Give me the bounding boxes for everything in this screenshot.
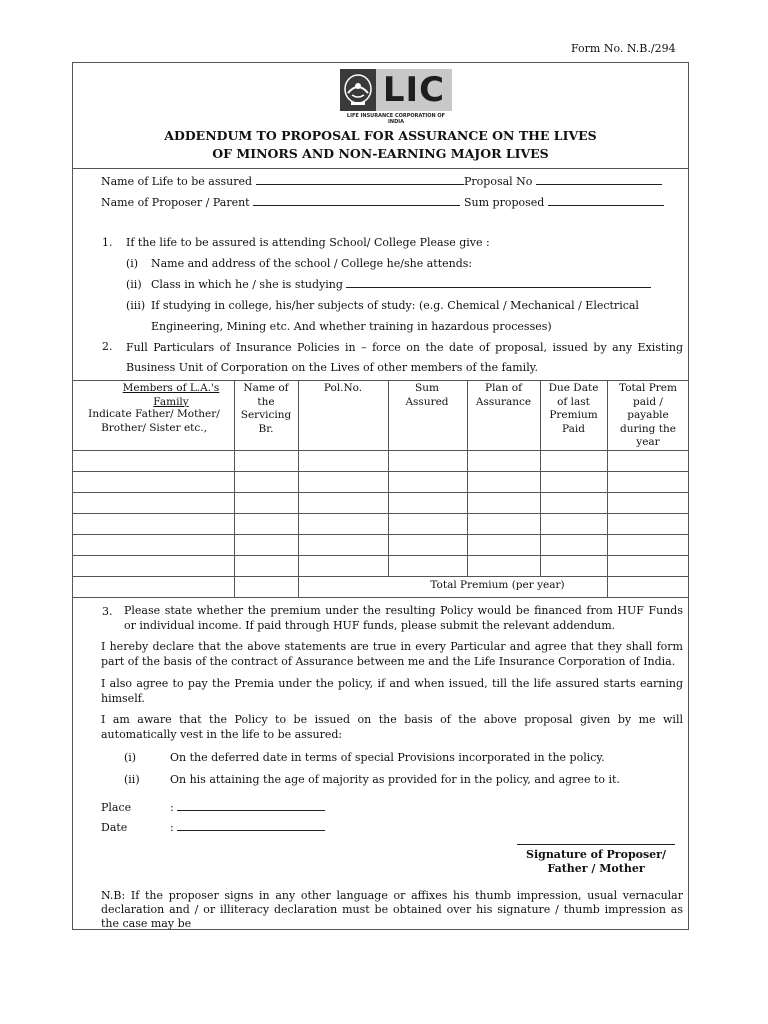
table-col-divider: [298, 380, 299, 597]
table-col-divider: [607, 380, 608, 597]
name-of-proposer-label: Name of Proposer / Parent: [101, 196, 250, 209]
table-col-divider: [540, 380, 541, 576]
place-field[interactable]: [170, 801, 325, 814]
form-number: Form No. N.B./294: [571, 42, 676, 55]
sum-proposed-line: [548, 205, 664, 206]
sum-proposed-field[interactable]: [464, 196, 664, 209]
table-col-divider: [234, 380, 235, 597]
date-colon: :: [170, 821, 174, 834]
q1-i-number: (i): [126, 257, 139, 270]
vest-i-number: (i): [124, 751, 137, 764]
vest-i-text: On the deferred date in terms of special Provisions incorporated in the policy.: [170, 751, 605, 764]
date-line: [177, 830, 325, 831]
form-border: [72, 62, 689, 930]
nb-note: N.B: If the proposer signs in any other language or affixes his thumb impression, usual vernacular declaration and / or illiteracy declaration must be obtained over his signature / thumb impression as the case may be: [101, 889, 683, 930]
declaration-1: I hereby declare that the above statements are true in every Particular and agree that they shall form part of the basis of the contract of Assurance between me and the Life Insurance Corporation of India.: [101, 640, 683, 668]
name-of-proposer-line: [253, 205, 460, 206]
signature-label-line1: Signature of Proposer/: [526, 848, 666, 861]
q3-text: Please state whether the premium under the resulting Policy would be financed from HUF Funds or individual income. If paid through HUF funds, please submit the relevant addendum.: [124, 604, 683, 632]
signature-label-line2: Father / Mother: [547, 862, 645, 875]
th-sum-assured: Sum Assured: [405, 382, 449, 408]
date-label: Date: [101, 821, 128, 834]
declaration-3: I am aware that the Policy to be issued on the basis of the above proposal given by me will automatically vest in the life to be assured:: [101, 713, 683, 741]
place-colon: :: [170, 801, 174, 814]
q2-text: Full Particulars of Insurance Policies in – force on the date of proposal, issued by any Existing Business Unit of Corporation on the Lives of other members of the family.: [126, 341, 683, 374]
table-row-divider: [72, 534, 689, 535]
lic-logo: [340, 69, 452, 125]
q1-iii-text-cont: Engineering, Mining etc. And whether training in hazardous processes): [151, 320, 552, 333]
logo-text: LIC: [376, 69, 452, 111]
form-title-line1: ADDENDUM TO PROPOSAL FOR ASSURANCE ON THE LIVES: [164, 128, 597, 143]
th-indicate-relation: Indicate Father/ Mother/ Brother/ Sister etc.,: [88, 408, 220, 434]
proposal-no-line: [536, 184, 662, 185]
place-label: Place: [101, 801, 132, 814]
table-bottom-border: [72, 597, 689, 598]
name-of-life-line: [256, 184, 464, 185]
q1-ii-line: [346, 287, 651, 288]
vest-ii-text: On his attaining the age of majority as provided for in the policy, and agree to it.: [170, 773, 620, 786]
q1-iii-number: (iii): [126, 299, 146, 312]
name-of-life-field[interactable]: [101, 175, 464, 188]
q1-text: If the life to be assured is attending School/ College Please give :: [126, 236, 490, 249]
q3-number: 3.: [102, 605, 113, 618]
divider: [72, 168, 689, 169]
q1-ii-field[interactable]: [151, 278, 651, 291]
vest-ii-number: (ii): [124, 773, 140, 786]
logo-subtitle: LIFE INSURANCE CORPORATION OF INDIA: [346, 113, 446, 125]
date-field[interactable]: [170, 821, 325, 834]
name-of-life-label: Name of Life to be assured: [101, 175, 253, 188]
th-plan-of-assurance: Plan of Assurance: [475, 382, 532, 408]
th-due-date: Due Date of last Premium Paid: [548, 382, 599, 435]
lic-emblem-icon: [340, 69, 376, 111]
total-premium-label: Total Premium (per year): [430, 579, 565, 591]
th-policy-no: Pol.No.: [323, 382, 363, 394]
th-members-family: Members of L.A.'s Family: [122, 382, 220, 408]
sum-proposed-label: Sum proposed: [464, 196, 545, 209]
table-header-bottom: [72, 450, 689, 451]
declaration-2: I also agree to pay the Premia under the policy, if and when issued, till the life assured starts earning himself.: [101, 677, 683, 705]
proposal-no-field[interactable]: [464, 175, 662, 188]
table-top-border: [72, 380, 689, 381]
name-of-proposer-field[interactable]: [101, 196, 460, 209]
th-servicing-branch: Name of the Servicing Br.: [240, 382, 292, 435]
q1-number: 1.: [102, 236, 113, 249]
form-title-line2: OF MINORS AND NON-EARNING MAJOR LIVES: [212, 146, 549, 161]
table-row-divider: [72, 492, 689, 493]
signature-line[interactable]: [517, 844, 675, 845]
table-row-divider: [72, 576, 689, 577]
q2-number: 2.: [102, 340, 113, 353]
table-row-divider: [72, 471, 689, 472]
table-col-divider: [388, 380, 389, 576]
place-line: [177, 810, 325, 811]
q1-i-text: Name and address of the school / College he/she attends:: [151, 257, 473, 270]
q1-iii-text: If studying in college, his/her subjects of study: (e.g. Chemical / Mechanical / Electrical: [151, 299, 639, 312]
proposal-no-label: Proposal No: [464, 175, 533, 188]
th-total-prem: Total Prem paid / payable during the year: [619, 382, 677, 448]
q1-ii-number: (ii): [126, 278, 142, 291]
q1-ii-text: Class in which he / she is studying: [151, 278, 343, 291]
table-row-divider: [72, 555, 689, 556]
table-col-divider: [467, 380, 468, 576]
table-row-divider: [72, 513, 689, 514]
